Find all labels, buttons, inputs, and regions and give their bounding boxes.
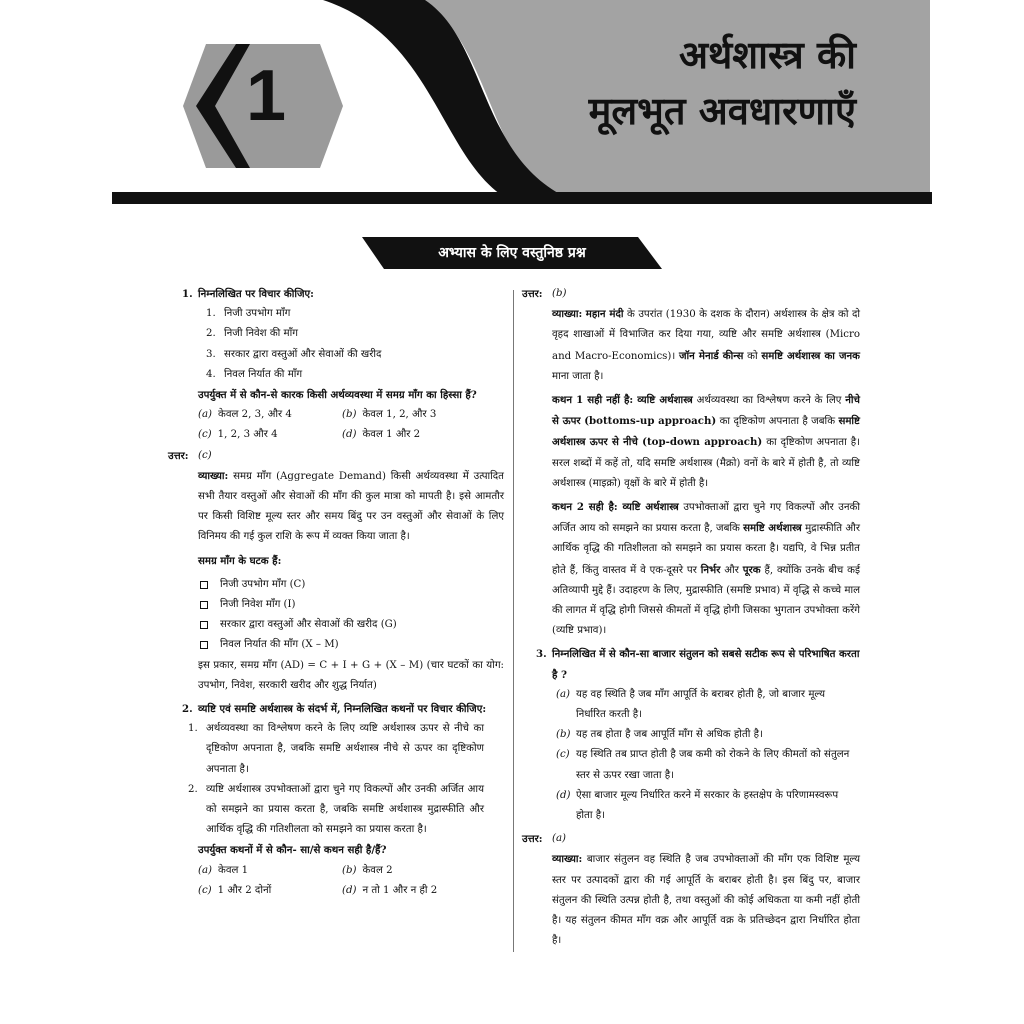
summary-text: इस प्रकार, समग्र माँग (AD) = C + I + G + (X – M) (चार घटकों का योग: उपभोग, निवेश, सरकारी खरीद और शुद्ध निर्यात) bbox=[198, 659, 504, 691]
list-item: 4. निवल निर्यात की माँग bbox=[206, 368, 303, 380]
bullet-item: निजी उपभोग माँग (C) bbox=[168, 575, 504, 595]
statement-2-explanation: कथन 2 सही है: व्यष्टि अर्थशास्त्र उपभोक्ताओं द्वारा चुने गए विकल्पों और उनकी अर्जित आय को समझने का प्रयास करता है, जबकि समष्टि अर्थशास्त्र मुद्रास्फीति और आर्थिक वृद्धि की गतिशीलता को समझने का प्रयास करता है। यद्यपि, वे भिन्न प्रतीत होते हैं, किंतु वास्तव में वे एक-दूसरे पर निर्भर और पूरक हैं, क्योंकि उनके बीच कई अतिव्यापी मुद्दे हैं। उदाहरण के लिए, मुद्रास्फीति (समष्टि प्रभाव) में वृद्धि से कच्चे माल की लागत में वृद्धि होगी जिससे कीमतों में वृद्धि होगी जिसका भुगतान उपभोक्ता करेंगे (व्यष्टि प्रभाव)। bbox=[552, 501, 860, 637]
answer bbox=[168, 446, 504, 466]
answer-value: (b) bbox=[552, 288, 567, 299]
option: (d) केवल 1 और 2 bbox=[342, 429, 421, 441]
right-column bbox=[522, 284, 860, 952]
explanation: व्याख्या: महान मंदी के उपरांत (1930 के दशक के दौरान) अर्थशास्त्र के क्षेत्र को दो वृहद शाखाओं में विभाजित कर दिया गया, व्यष्टि और समष्टि अर्थशास्त्र (Micro and Macro-Economics)। जॉन मेनार्ड कीन्स को समष्टि अर्थशास्त्र का जनक माना जाता है। bbox=[552, 308, 860, 382]
question-3 bbox=[522, 644, 860, 684]
explanation: व्याख्या: बाजार संतुलन वह स्थिति है जब उपभोक्ताओं की माँग एक विशिष्ट मूल्य स्तर पर उत्पादकों द्वारा की गई आपूर्ति के बराबर होती है। इस बिंदु पर, बाजार संतुलन की स्थिति उत्पन्न होती है, तथा वस्तुओं की कोई अधिकता या कमी नहीं होती है। यह संतुलन कीमत माँग वक्र और आपूर्ति वक्र के प्रतिच्छेदन द्वारा निर्धारित होता है। bbox=[552, 853, 860, 947]
option: (d) ऐसा बाजार मूल्य निर्धारित करने में सरकार के हस्तक्षेप के परिणामस्वरूप होता है। bbox=[556, 789, 839, 822]
chapter-number: 1 bbox=[245, 56, 287, 136]
option: (d) न तो 1 और न ही 2 bbox=[342, 884, 438, 896]
bullet-item: सरकार द्वारा वस्तुओं और सेवाओं की खरीद (G) bbox=[168, 615, 504, 635]
option: (c) यह स्थिति तब प्राप्त होती है जब कमी को रोकने के लिए कीमतों को संतुलन स्तर से ऊपर रखा जाता है। bbox=[556, 749, 850, 781]
section-banner-label: अभ्यास के लिए वस्तुनिष्ठ प्रश्न bbox=[438, 245, 586, 261]
option: (a) केवल 1 bbox=[198, 864, 249, 876]
list-item: 3. सरकार द्वारा वस्तुओं और सेवाओं की खरीद bbox=[206, 348, 382, 360]
answer bbox=[522, 284, 860, 304]
section-banner bbox=[362, 237, 662, 269]
answer-label: उत्तर: bbox=[522, 833, 543, 846]
bullet-item: निजी निवेश माँग (I) bbox=[168, 595, 504, 615]
option: (a) केवल 2, 3, और 4 bbox=[198, 409, 292, 421]
list-item: 1. निजी उपभोग माँग bbox=[206, 308, 291, 320]
statement: 2. व्यष्टि अर्थशास्त्र उपभोक्ताओं द्वारा चुने गए विकल्पों और उनकी अर्जित आय को समझने का प्रयास करता है, जबकि समष्टि अर्थशास्त्र मुद्रास्फीति और आर्थिक वृद्धि की गतिशीलता को समझने का प्रयास करता है। bbox=[188, 783, 484, 836]
question-text: व्यष्टि एवं समष्टि अर्थशास्त्र के संदर्भ में, निम्नलिखित कथनों पर विचार कीजिए: bbox=[198, 703, 487, 716]
answer-value: (a) bbox=[552, 833, 567, 845]
question-2 bbox=[168, 699, 504, 719]
checkbox-icon bbox=[200, 621, 208, 629]
answer-label: उत्तर: bbox=[522, 288, 543, 300]
question-text: निम्नलिखित पर विचार कीजिए: bbox=[198, 288, 314, 300]
chapter-title-line2: मूलभूत अवधारणाएँ bbox=[588, 89, 856, 133]
column-divider bbox=[513, 290, 514, 952]
checkbox-icon bbox=[200, 581, 208, 589]
option: (b) केवल 1, 2, और 3 bbox=[342, 409, 437, 421]
question-number: 2. bbox=[182, 703, 193, 716]
question-number: 1. bbox=[182, 288, 193, 300]
answer-value: (c) bbox=[198, 449, 212, 461]
answer-label: उत्तर: bbox=[168, 449, 189, 462]
option: (b) केवल 2 bbox=[342, 864, 393, 876]
statement: 1. अर्थव्यवस्था का विश्लेषण करने के लिए व्यष्टि अर्थशास्त्र ऊपर से नीचे का दृष्टिकोण अपनाता है, जबकि समष्टि अर्थशास्त्र नीचे से ऊपर का दृष्टिकोण अपनाता है। bbox=[188, 723, 484, 775]
checkbox-icon bbox=[200, 601, 208, 609]
option: (c) 1 और 2 दोनों bbox=[198, 884, 272, 896]
question-text: निम्नलिखित में से कौन-सा बाजार संतुलन को सबसे सटीक रूप से परिभाषित करता है ? bbox=[552, 648, 860, 681]
option: (c) 1, 2, 3 और 4 bbox=[198, 429, 278, 441]
options-grid bbox=[168, 861, 504, 901]
components-heading: समग्र माँग के घटक हैं: bbox=[198, 554, 282, 567]
options-grid bbox=[168, 405, 504, 445]
bullet-item: निवल निर्यात की माँग (X – M) bbox=[168, 635, 504, 655]
chapter-title-line1: अर्थशास्त्र की bbox=[678, 33, 856, 77]
question-stem: उपर्युक्त कथनों में से कौन- सा/से कथन सही है/हैं? bbox=[198, 844, 387, 857]
question-number: 3. bbox=[536, 648, 547, 661]
checkbox-icon bbox=[200, 641, 208, 649]
explanation: व्याख्या: समग्र माँग (Aggregate Demand) किसी अर्थव्यवस्था में उत्पादित सभी तैयार वस्तुओं और सेवाओं की माँग की कुल मात्रा को मापती है। इसे आमतौर पर किसी विशिष्ट मूल्य स्तर और समय बिंदु पर उन वस्तुओं और सेवाओं के लिए विनिमय की गई कुल राशि के रूप में व्यक्त किया जाता है। bbox=[198, 469, 504, 543]
left-column bbox=[168, 284, 504, 901]
question-1 bbox=[168, 284, 504, 304]
answer bbox=[522, 829, 860, 849]
option: (b) यह तब होता है जब आपूर्ति माँग से अधिक होती है। bbox=[556, 729, 763, 741]
question-stem: उपर्युक्त में से कौन-से कारक किसी अर्थव्यवस्था में समग्र माँग का हिस्सा हैं? bbox=[198, 389, 477, 402]
list-item: 2. निजी निवेश की माँग bbox=[206, 328, 299, 340]
option: (a) यह वह स्थिति है जब माँग आपूर्ति के बराबर होती है, जो बाजार मूल्य निर्धारित करती है। bbox=[556, 688, 825, 721]
statement-1-explanation: कथन 1 सही नहीं है: व्यष्टि अर्थशास्त्र अर्थव्यवस्था का विश्लेषण करने के लिए नीचे से ऊपर (bottoms-up approach) का दृष्टिकोण अपनाता है जबकि समष्टि अर्थशास्त्र ऊपर से नीचे (top-down approach) का दृष्टिकोण अपनाता है। सरल शब्दों में कहें तो, यदि समष्टि अर्थशास्त्र (मैक्रो) वनों के बारे में होती है, तो व्यष्टि अर्थशास्त्र (माइक्रो) वृक्षों के बारे में होती है। bbox=[552, 394, 861, 489]
